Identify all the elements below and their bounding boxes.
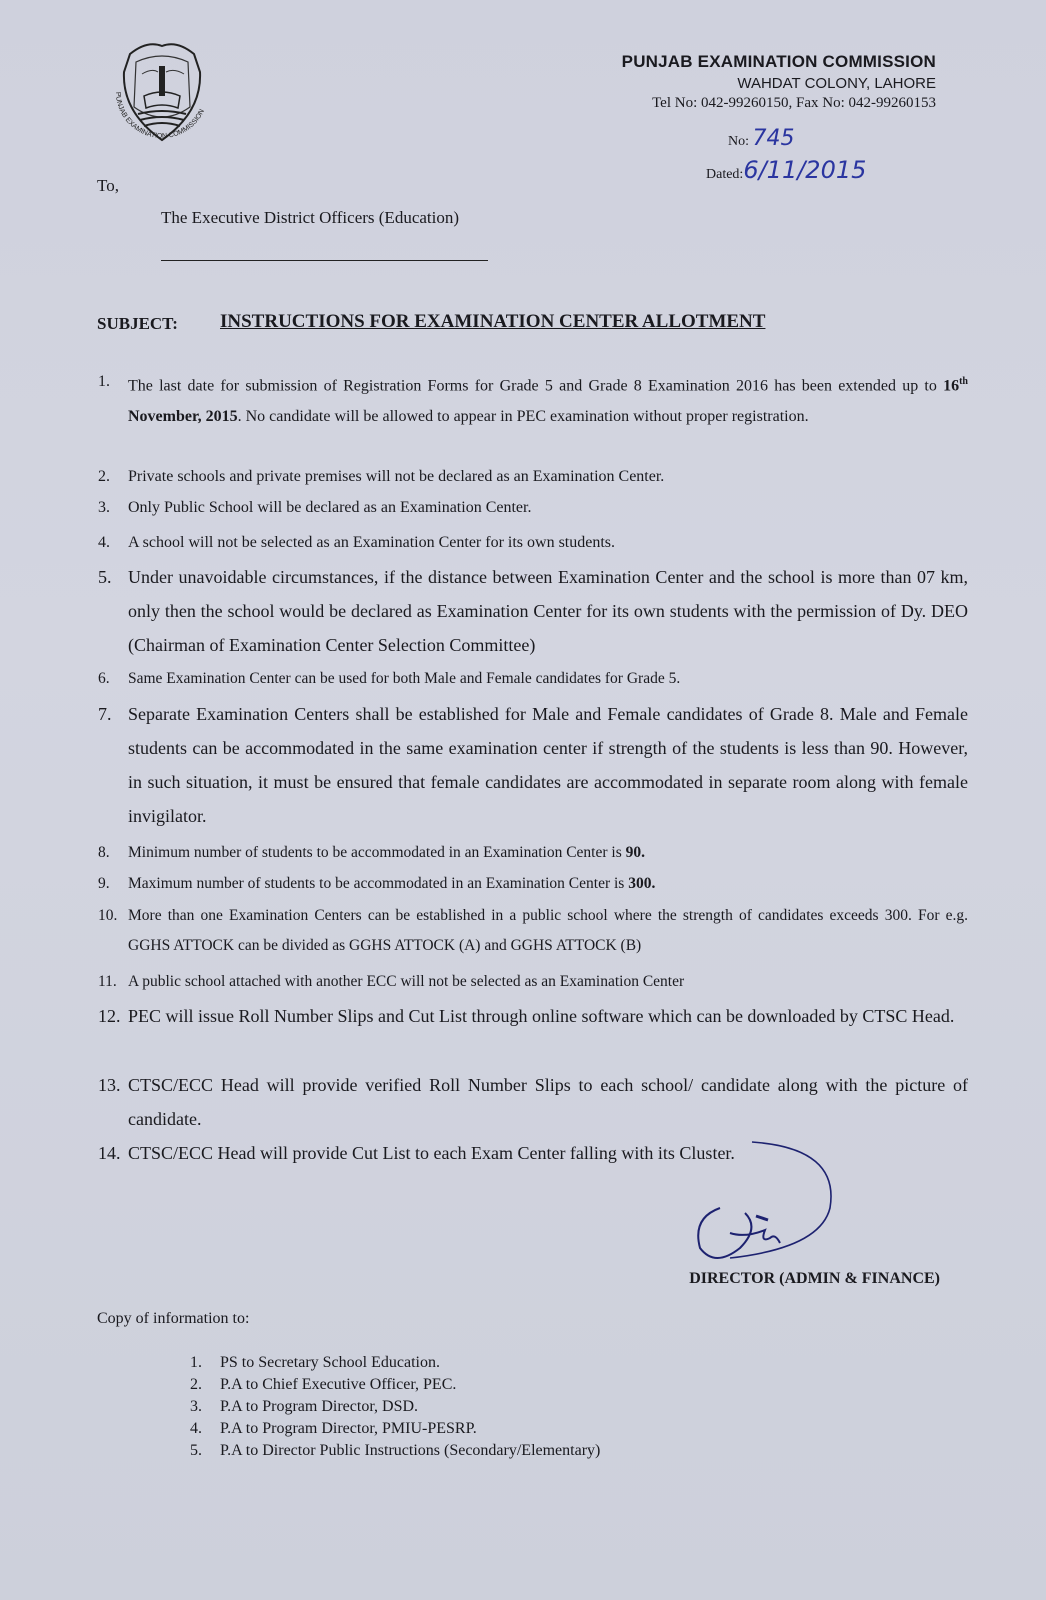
reference-value-handwritten: 745 <box>752 126 795 151</box>
item-number: 11. <box>98 973 117 990</box>
item-text-part: Minimum number of students to be accommodated in an Examination Center is <box>128 844 626 861</box>
item-number: 2. <box>98 468 110 485</box>
item-text: Under unavoidable circumstances, if the distance between Examination Center and the school is more than 07 km, only then the school would be declared as Examination Center for its own students with the permission of Dy. DEO (Chairman of Examination Center Selection Committee) <box>128 567 968 655</box>
instruction-item <box>98 664 968 694</box>
copy-recipient: P.A to Director Public Instructions (Secondary/Elementary) <box>220 1442 601 1459</box>
item-number: 14. <box>98 1143 121 1163</box>
item-number: 4. <box>98 534 110 551</box>
instruction-item <box>98 528 968 559</box>
item-text: Separate Examination Centers shall be established for Male and Female candidates of Grade 8. Male and Female students can be accommodated in the same examination center if strength of the students is less than 90. However, in such situation, it must be ensured that female candidates are accommodated in separate room along with female invigilator. <box>128 704 968 826</box>
item-text: A public school attached with another ECC will not be selected as an Examination Center <box>128 973 685 990</box>
contact-numbers: Tel No: 042-99260150, Fax No: 042-99260153 <box>652 95 936 111</box>
instruction-item <box>98 493 968 524</box>
instruction-item <box>98 367 968 432</box>
copy-recipient: P.A to Program Director, DSD. <box>220 1398 419 1415</box>
item-text: Private schools and private premises will not be declared as an Examination Center. <box>128 468 665 485</box>
item-number: 6. <box>98 670 110 687</box>
organization-address: WAHDAT COLONY, LAHORE <box>737 75 936 92</box>
deadline-date: November, 2015 <box>128 407 238 425</box>
item-number: 5. <box>98 567 112 587</box>
item-number: 13. <box>98 1075 121 1095</box>
commission-logo-seal <box>102 32 222 152</box>
copy-list-item <box>190 1420 477 1438</box>
item-text <box>128 869 968 899</box>
addressee-underline <box>161 260 488 261</box>
copy-number: 1. <box>190 1354 202 1371</box>
instruction-item <box>98 1068 968 1136</box>
reference-label: No: <box>728 134 749 149</box>
copy-list-item <box>190 1398 418 1416</box>
copy-list-item <box>190 1376 456 1394</box>
item-text: PEC will issue Roll Number Slips and Cut List through online software which can be downloaded by CTSC Head. <box>128 1006 955 1026</box>
date-label: Dated: <box>706 167 744 182</box>
to-label: To, <box>97 176 119 195</box>
instruction-item <box>98 999 968 1033</box>
instruction-item <box>98 462 968 493</box>
item-text: CTSC/ECC Head will provide verified Roll Number Slips to each school/ candidate along with the picture of candidate. <box>128 1075 968 1129</box>
copy-recipient: P.A to Program Director, PMIU-PESRP. <box>220 1420 477 1437</box>
reference-number <box>728 126 795 151</box>
instruction-item <box>98 697 968 833</box>
subject-title: INSTRUCTIONS FOR EXAMINATION CENTER ALLOTMENT <box>220 311 766 332</box>
item-text-part: Maximum number of students to be accommodated in an Examination Center is <box>128 875 629 892</box>
copy-number: 5. <box>190 1442 202 1459</box>
item-text <box>128 838 968 868</box>
item-text: More than one Examination Centers can be established in a public school where the strength of candidates exceeds 300. For e.g. GGHS ATTOCK can be divided as GGHS ATTOCK (A) and GGHS ATTOCK (B) <box>128 907 968 954</box>
copy-number: 2. <box>190 1376 202 1393</box>
copy-list-item <box>190 1442 600 1460</box>
deadline-day: 16 <box>943 377 960 395</box>
instruction-item <box>98 901 968 961</box>
subject-label: SUBJECT: <box>97 314 178 333</box>
item-number: 3. <box>98 499 110 516</box>
item-number: 1. <box>98 373 110 390</box>
copy-recipient: P.A to Chief Executive Officer, PEC. <box>220 1376 457 1393</box>
item-number: 12. <box>98 1006 121 1026</box>
instruction-item <box>98 869 968 899</box>
signatory-title: DIRECTOR (ADMIN & FINANCE) <box>689 1270 940 1287</box>
minimum-value: 90. <box>625 844 645 861</box>
deadline-suffix: th <box>959 376 968 387</box>
date-value-handwritten: 6/11/2015 <box>743 156 867 184</box>
instruction-item <box>98 838 968 868</box>
item-text: CTSC/ECC Head will provide Cut List to each Exam Center falling with its Cluster. <box>128 1143 735 1163</box>
item-text: Same Examination Center can be used for both Male and Female candidates for Grade 5. <box>128 670 681 687</box>
copy-list-item <box>190 1354 440 1372</box>
item-text <box>128 367 968 432</box>
copy-to-label: Copy of information to: <box>97 1310 250 1327</box>
item-number: 8. <box>98 844 110 861</box>
organization-name: PUNJAB EXAMINATION COMMISSION <box>621 52 936 71</box>
item-text: A school will not be selected as an Examination Center for its own students. <box>128 534 616 551</box>
item-text-part: The last date for submission of Registration Forms for Grade 5 and Grade 8 Examination 2016 has been extended up to <box>128 377 944 395</box>
addressee: The Executive District Officers (Education) <box>161 208 460 227</box>
item-text-part: . No candidate will be allowed to appear in PEC examination without proper registration. <box>237 407 809 425</box>
maximum-value: 300. <box>628 875 656 892</box>
copy-recipient: PS to Secretary School Education. <box>220 1354 440 1371</box>
svg-text:PUNJAB EXAMINATION COMMISSION: PUNJAB EXAMINATION COMMISSION <box>113 91 206 141</box>
instruction-item <box>98 967 968 997</box>
item-number: 7. <box>98 704 112 724</box>
copy-number: 4. <box>190 1420 202 1437</box>
signature <box>690 1138 840 1283</box>
date-field <box>706 156 866 184</box>
instruction-item <box>98 560 968 662</box>
item-number: 9. <box>98 875 110 892</box>
item-number: 10. <box>98 907 118 924</box>
copy-number: 3. <box>190 1398 202 1415</box>
item-text: Only Public School will be declared as an Examination Center. <box>128 499 532 516</box>
